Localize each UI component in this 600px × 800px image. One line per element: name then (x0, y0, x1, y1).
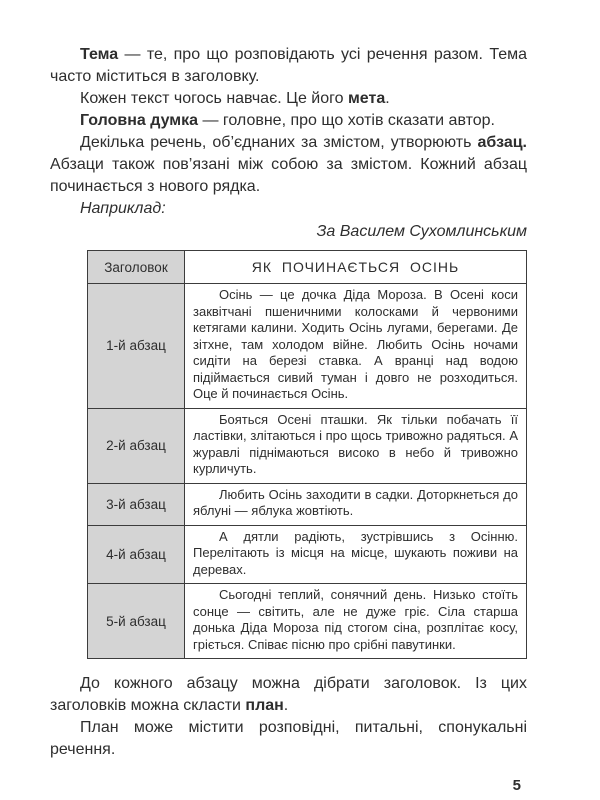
paragraphs-table (87, 250, 527, 659)
table-row (88, 584, 527, 659)
table-header-label-column: Заголовок (88, 251, 185, 284)
page-number: 5 (512, 777, 521, 794)
row-label: 1-й абзац (88, 284, 185, 409)
row-text: А дятли радіють, зустрівшись з Осінню. Перелітають із місця на місце, шукають поживи на деревах. (193, 528, 518, 577)
table-header-row (88, 251, 527, 284)
table-row (88, 525, 527, 584)
row-label: 2-й абзац (88, 408, 185, 483)
row-text: Осінь — це дочка Діда Мороза. В Осені коси заквітчані пшеничними колосками й червоними кетягами калини. Ходить Осінь лугами, берегами. Де зітхне, там холодом війне. Любить Осінь ночами сидіти на березі ставка. А вранці над водою підіймається сивий туман і довго не розходиться. Оце й починається Осінь. (193, 287, 518, 401)
table-row (88, 284, 527, 409)
example-label: Наприклад: (80, 200, 166, 217)
row-label: 4-й абзац (88, 525, 185, 584)
row-text: Любить Осінь заходити в садки. Доторкнеться до яблуні — яблука жовтіють. (193, 486, 518, 518)
row-label: 3-й абзац (88, 483, 185, 525)
outro-paragraph-plan: До кожного абзацу можна дібрати заголовок. Із цих заголовків можна скласти план. (50, 675, 527, 714)
author-attribution: За Василем Сухомлинським (316, 223, 527, 240)
table-row (88, 408, 527, 483)
row-label: 5-й абзац (88, 584, 185, 659)
intro-paragraph-meta: Кожен текст чогось навчає. Це його мета. (80, 90, 390, 107)
intro-paragraph-tema: Тема — те, про що розповідають усі речення разом. Тема часто міститься в заголовку. (50, 46, 527, 85)
table-row (88, 483, 527, 525)
row-text: Бояться Осені пташки. Як тільки побачать її ластівки, злітаються і про щось тривожно радяться. А журавлі піднімаються високо в небо й тривожно курличуть. (193, 411, 518, 476)
outro-paragraph-rechennia: План може містити розповідні, питальні, спонукальні речення. (50, 719, 527, 758)
row-text: Сьогодні теплий, сонячний день. Низько стоїть сонце — світить, але не дуже гріє. Сіла старша донька Діда Мороза під стогом сіна, розплітає косу, гріється. Співає пісню про срібні павутинки. (193, 587, 518, 652)
table-header-story-title: ЯК ПОЧИНАЄТЬСЯ ОСІНЬ (185, 251, 527, 284)
intro-paragraph-holovna-dumka: Головна думка — головне, про що хотів сказати автор. (80, 112, 495, 129)
intro-paragraph-abzac: Декілька речень, об’єднаних за змістом, утворюють абзац. Абзаци також пов’язані між собою за змістом. Кожний абзац починається з нового рядка. (50, 134, 527, 195)
